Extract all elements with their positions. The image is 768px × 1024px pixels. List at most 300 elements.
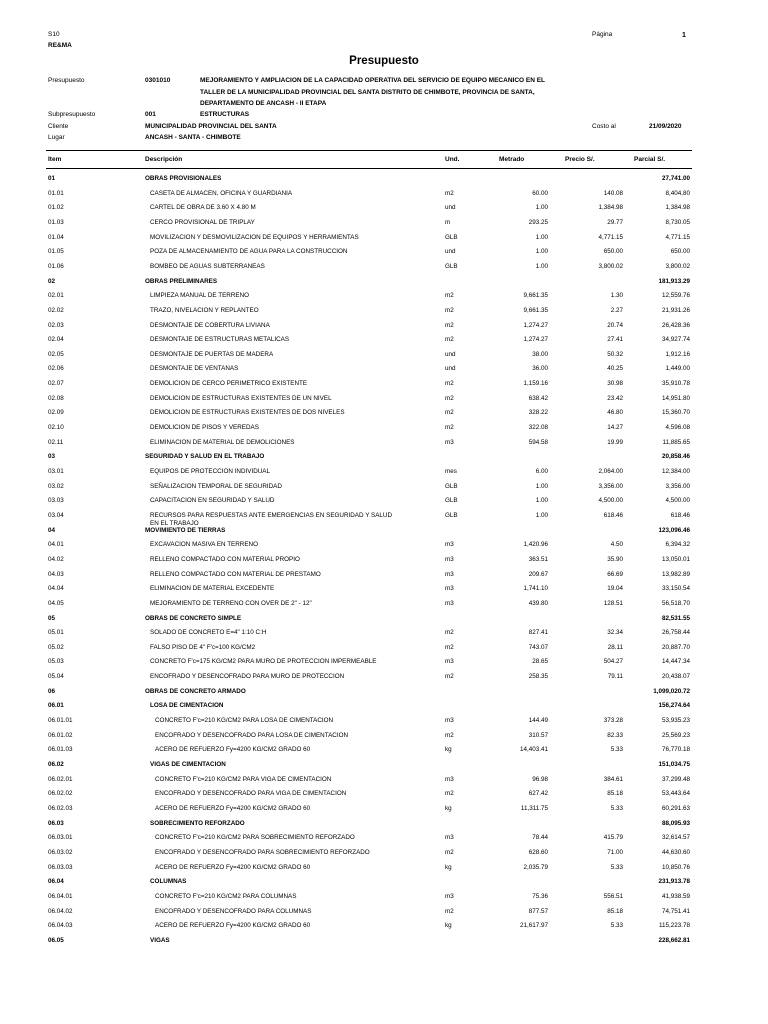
presupuesto-desc-line2: TALLER DE LA MUNICIPALIDAD PROVINCIAL DEL SANTA DISTRITO DE CHIMBOTE, PROVINCIA DE SANTA, [200, 89, 535, 96]
table-row [0, 758, 768, 773]
table-row [0, 524, 768, 539]
row-description: ACERO DE REFUERZO Fy=4200 KG/CM2 GRADO 60 [155, 863, 311, 871]
row-und: m2 [445, 731, 454, 739]
row-precio: 29.77 [607, 219, 623, 226]
row-item: 02.07 [48, 380, 64, 388]
row-parcial: 32,614.57 [661, 834, 690, 842]
header-top-rule [46, 150, 692, 151]
table-row [0, 260, 768, 275]
row-item: 06.05 [48, 936, 64, 944]
row-precio: 32.34 [607, 629, 623, 637]
row-parcial: 26,428.36 [661, 321, 690, 329]
row-description: DESMONTAJE DE ESTRUCTURAS METALICAS [150, 336, 290, 344]
row-precio: 4.50 [610, 541, 623, 549]
costo-label: Costo al [592, 123, 616, 130]
row-und: GLB [445, 233, 458, 241]
row-parcial: 8,730.05 [665, 219, 690, 226]
row-parcial: 25,569.23 [661, 731, 690, 739]
row-item: 03.02 [48, 482, 64, 490]
row-metrado: 78.44 [532, 834, 548, 842]
presupuesto-code: 0301010 [145, 77, 171, 84]
row-precio: 46.80 [607, 409, 623, 417]
table-row [0, 729, 768, 744]
row-und: m2 [445, 673, 454, 681]
row-item: 02.05 [48, 350, 64, 358]
row-parcial: 3,356.00 [665, 482, 690, 490]
row-description: MEJORAMIENTO DE TERRENO CON OVER DE 2" - 12" [150, 599, 312, 607]
row-item: 05.01 [48, 629, 64, 637]
row-parcial: 181,913.29 [658, 277, 690, 285]
table-row [0, 626, 768, 641]
row-und: kg [445, 863, 452, 871]
row-metrado: 310.57 [528, 731, 548, 739]
row-und: m2 [445, 306, 454, 314]
row-item: 02.06 [48, 365, 64, 373]
row-description: BOMBEO DE AGUAS SUBTERRANEAS [150, 262, 265, 270]
row-item: 06.03.01 [48, 834, 73, 842]
row-item: 02.02 [48, 306, 64, 314]
row-parcial: 74,751.41 [661, 907, 690, 915]
row-precio: 618.46 [603, 511, 623, 519]
col-metrado: Metrado [499, 156, 525, 163]
row-item: 02.04 [48, 336, 64, 344]
row-metrado: 14,403.41 [519, 746, 548, 754]
table-row [0, 714, 768, 729]
row-item: 06.02.01 [48, 775, 73, 783]
row-metrado: 258.35 [528, 673, 548, 681]
row-description: ENCOFRADO Y DESENCOFRADO PARA COLUMNAS [155, 907, 312, 915]
row-description: MOVIMIENTO DE TIERRAS [145, 526, 226, 534]
table-row [0, 612, 768, 627]
row-item: 06.03.02 [48, 848, 73, 856]
table-row [0, 172, 768, 187]
row-parcial: 13,050.01 [661, 555, 690, 563]
row-item: 06 [48, 687, 56, 695]
table-row [0, 553, 768, 568]
row-metrado: 1.00 [535, 262, 548, 270]
row-metrado: 1,741.10 [523, 585, 548, 593]
row-description: TRAZO, NIVELACION Y REPLANTEO [150, 306, 259, 314]
row-description: DEMOLICION DE ESTRUCTURAS EXISTENTES DE UN NIVEL [150, 394, 332, 402]
row-parcial: 3,800.02 [665, 262, 690, 270]
row-item: 01.05 [48, 248, 64, 256]
row-parcial: 231,913.78 [658, 878, 690, 886]
row-description-cont: EN EL TRABAJO [150, 519, 199, 527]
row-metrado: 328.22 [528, 409, 548, 417]
row-precio: 2,064.00 [598, 468, 623, 475]
table-row [0, 201, 768, 216]
row-item: 02.09 [48, 409, 64, 417]
table-row [0, 509, 768, 527]
row-precio: 128.51 [603, 599, 623, 607]
row-precio: 5.33 [610, 804, 623, 812]
row-description: POZA DE ALMACENAMIENTO DE AGUA PARA LA CONSTRUCCION [150, 248, 348, 256]
row-und: m3 [445, 541, 454, 549]
table-row [0, 333, 768, 348]
row-precio: 28.11 [607, 643, 623, 651]
row-description: DEMOLICION DE CERCO PERIMETRICO EXISTENTE [150, 380, 308, 388]
row-item: 02.08 [48, 394, 64, 402]
row-metrado: 21,617.97 [519, 922, 548, 930]
row-metrado: 877.57 [528, 907, 548, 915]
table-row [0, 597, 768, 612]
row-metrado: 75.36 [532, 892, 548, 900]
table-row [0, 568, 768, 583]
row-description: RELLENO COMPACTADO CON MATERIAL PROPIO [150, 555, 300, 563]
row-item: 01.06 [48, 262, 64, 270]
row-precio: 4,771.15 [598, 233, 623, 241]
row-description: CONCRETO F'c=210 KG/CM2 PARA VIGA DE CIMENTACION [155, 775, 332, 783]
row-item: 06.02 [48, 761, 64, 768]
table-row [0, 494, 768, 509]
table-row [0, 231, 768, 246]
row-description: ELIMINACION DE MATERIAL EXCEDENTE [150, 585, 275, 593]
row-parcial: 1,912.16 [665, 350, 690, 358]
row-metrado: 363.51 [528, 555, 548, 563]
row-und: m2 [445, 409, 454, 417]
row-item: 02.01 [48, 292, 64, 300]
row-und: m3 [445, 438, 454, 446]
row-description: SOBRECIMIENTO REFORZADO [150, 819, 245, 827]
row-metrado: 209.67 [528, 570, 548, 578]
row-und: m3 [445, 599, 454, 607]
row-description: OBRAS DE CONCRETO ARMADO [145, 687, 246, 695]
row-precio: 556.51 [603, 892, 623, 900]
row-und: GLB [445, 262, 458, 270]
row-item: 04.05 [48, 599, 64, 607]
row-metrado: 144.49 [528, 717, 548, 724]
row-parcial: 82,531.55 [661, 614, 690, 622]
row-metrado: 1,274.27 [523, 321, 548, 329]
row-metrado: 96.98 [532, 775, 548, 783]
table-row [0, 890, 768, 905]
row-description: ENCOFRADO Y DESENCOFRADO PARA SOBRECIMIENTO REFORZADO [155, 848, 370, 856]
row-item: 02.03 [48, 321, 64, 329]
row-description: LIMPIEZA MANUAL DE TERRENO [150, 292, 250, 300]
row-metrado: 6.00 [535, 468, 548, 475]
row-metrado: 1.00 [535, 497, 548, 505]
row-metrado: 1.00 [535, 204, 548, 212]
row-und: m3 [445, 892, 454, 900]
row-item: 03.01 [48, 468, 64, 475]
row-metrado: 9,661.35 [523, 306, 548, 314]
row-metrado: 1,274.27 [523, 336, 548, 344]
row-precio: 5.33 [610, 863, 623, 871]
row-precio: 5.33 [610, 922, 623, 930]
row-metrado: 1,420.96 [523, 541, 548, 549]
table-row [0, 919, 768, 934]
row-und: m2 [445, 394, 454, 402]
row-und: m2 [445, 907, 454, 915]
row-item: 06.03 [48, 819, 64, 827]
table-row [0, 216, 768, 231]
row-parcial: 228,662.81 [658, 936, 690, 944]
row-description: RECURSOS PARA RESPUESTAS ANTE EMERGENCIAS EN SEGURIDAD Y SALUD [150, 511, 393, 519]
col-precio: Precio S/. [565, 156, 595, 163]
row-metrado: 1.00 [535, 511, 548, 519]
lugar-value: ANCASH - SANTA - CHIMBOTE [145, 134, 241, 141]
row-und: m2 [445, 189, 454, 197]
row-parcial: 12,559.76 [661, 292, 690, 300]
row-precio: 71.00 [607, 848, 623, 856]
row-und: m3 [445, 570, 454, 578]
row-und: GLB [445, 482, 458, 490]
presupuesto-label: Presupuesto [48, 77, 85, 84]
row-item: 02 [48, 277, 56, 285]
row-description: CERCO PROVISIONAL DE TRIPLAY [150, 219, 255, 226]
row-parcial: 10,850.76 [661, 863, 690, 871]
row-parcial: 123,096.46 [658, 526, 690, 534]
row-parcial: 14,447.34 [661, 658, 690, 666]
row-precio: 3,800.02 [598, 262, 623, 270]
row-precio: 504.27 [603, 658, 623, 666]
row-precio: 2.27 [610, 306, 623, 314]
row-item: 06.01.01 [48, 717, 73, 724]
row-parcial: 650.00 [670, 248, 690, 256]
table-row [0, 934, 768, 949]
row-item: 01.02 [48, 204, 64, 212]
row-description: SOLADO DE CONCRETO E=4" 1:10 C:H [150, 629, 267, 637]
row-parcial: 56,518.70 [661, 599, 690, 607]
row-description: ENCOFRADO Y DESENCOFRADO PARA VIGA DE CIMENTACION [155, 790, 347, 798]
row-precio: 30.98 [607, 380, 623, 388]
table-row [0, 406, 768, 421]
row-metrado: 1.00 [535, 248, 548, 256]
row-parcial: 4,596.08 [665, 424, 690, 431]
row-und: m2 [445, 380, 454, 388]
row-parcial: 115,223.78 [658, 922, 690, 930]
table-row [0, 655, 768, 670]
row-parcial: 53,443.64 [661, 790, 690, 798]
table-row [0, 875, 768, 890]
row-item: 06.01.02 [48, 731, 73, 739]
row-und: m2 [445, 336, 454, 344]
row-und: kg [445, 804, 452, 812]
row-precio: 415.79 [603, 834, 623, 842]
table-row [0, 846, 768, 861]
subpresupuesto-label: Subpresupuesto [48, 111, 96, 118]
row-item: 06.04.02 [48, 907, 73, 915]
header-bottom-rule [46, 168, 692, 169]
row-parcial: 4,771.15 [665, 233, 690, 241]
table-row [0, 861, 768, 876]
row-parcial: 12,384.00 [661, 468, 690, 475]
row-und: GLB [445, 511, 458, 519]
table-row [0, 289, 768, 304]
row-precio: 373.28 [603, 717, 623, 724]
row-parcial: 6,394.32 [665, 541, 690, 549]
row-metrado: 594.58 [528, 438, 548, 446]
page-title: Presupuesto [349, 55, 419, 67]
row-description: VIGAS DE CIMENTACION [150, 761, 226, 768]
row-description: CONCRETO F'c=175 KG/CM2 PARA MURO DE PROTECCION IMPERMEABLE [150, 658, 377, 666]
row-precio: 27.41 [607, 336, 623, 344]
row-metrado: 638.42 [528, 394, 548, 402]
row-description: OBRAS PRELIMINARES [145, 277, 218, 285]
row-item: 06.04 [48, 878, 64, 886]
row-precio: 79.11 [607, 673, 623, 681]
row-und: und [445, 350, 456, 358]
row-und: m2 [445, 629, 454, 637]
row-item: 02.11 [48, 438, 64, 446]
row-und: mes [445, 468, 457, 475]
row-description: EQUIPOS DE PROTECCION INDIVIDUAL [150, 468, 271, 475]
row-item: 06.02.03 [48, 804, 73, 812]
cliente-value: MUNICIPALIDAD PROVINCIAL DEL SANTA [145, 123, 277, 130]
row-item: 06.01.03 [48, 746, 73, 754]
row-item: 04.01 [48, 541, 64, 549]
row-precio: 5.33 [610, 746, 623, 754]
row-parcial: 11,885.65 [662, 438, 690, 446]
row-und: m3 [445, 717, 454, 724]
table-row [0, 187, 768, 202]
row-parcial: 4,500.00 [665, 497, 690, 505]
row-metrado: 827.41 [528, 629, 548, 637]
row-parcial: 1,449.00 [665, 365, 690, 373]
row-precio: 4,500.00 [598, 497, 623, 505]
row-und: und [445, 204, 456, 212]
row-parcial: 44,630.60 [661, 848, 690, 856]
row-precio: 85.18 [607, 907, 623, 915]
table-row [0, 905, 768, 920]
row-description: VIGAS [150, 936, 170, 944]
row-und: GLB [445, 497, 458, 505]
subpresupuesto-name: ESTRUCTURAS [200, 111, 250, 118]
row-parcial: 34,927.74 [661, 336, 690, 344]
row-description: OBRAS PROVISIONALES [145, 175, 222, 182]
table-row [0, 450, 768, 465]
row-item: 06.01 [48, 702, 64, 710]
row-item: 06.02.02 [48, 790, 73, 798]
row-precio: 19.04 [607, 585, 623, 593]
row-item: 04.02 [48, 555, 64, 563]
row-und: m3 [445, 658, 454, 666]
row-und: m2 [445, 292, 454, 300]
row-description: DESMONTAJE DE COBERTURA LIVIANA [150, 321, 270, 329]
table-row [0, 787, 768, 802]
presupuesto-desc-line3: DEPARTAMENTO DE ANCASH - II ETAPA [200, 100, 327, 107]
table-row [0, 773, 768, 788]
table-row [0, 538, 768, 553]
row-parcial: 33,150.54 [661, 585, 690, 593]
table-row [0, 699, 768, 714]
row-item: 05 [48, 614, 56, 622]
row-parcial: 20,887.70 [661, 643, 690, 651]
table-row [0, 817, 768, 832]
report-code: S10 [48, 31, 60, 38]
row-parcial: 41,938.59 [661, 892, 690, 900]
row-metrado: 628.60 [528, 848, 548, 856]
row-parcial: 76,770.18 [661, 746, 690, 754]
table-row [0, 348, 768, 363]
row-item: 01 [48, 175, 56, 182]
row-metrado: 627.42 [528, 790, 548, 798]
row-metrado: 1.00 [535, 482, 548, 490]
row-metrado: 11,311.75 [520, 804, 548, 812]
row-description: LOSA DE CIMENTACION [150, 702, 224, 710]
row-parcial: 60,291.63 [661, 804, 690, 812]
row-item: 03.03 [48, 497, 64, 505]
cliente-label: Cliente [48, 123, 69, 130]
table-row [0, 362, 768, 377]
row-und: m2 [445, 790, 454, 798]
table-row [0, 641, 768, 656]
row-item: 01.01 [48, 189, 64, 197]
row-precio: 35.90 [607, 555, 623, 563]
table-row [0, 582, 768, 597]
row-precio: 40.25 [607, 365, 623, 373]
row-parcial: 37,299.48 [661, 775, 690, 783]
row-precio: 1.30 [610, 292, 623, 300]
row-item: 05.03 [48, 658, 64, 666]
row-description: ACERO DE REFUERZO Fy=4200 KG/CM2 GRADO 60 [155, 922, 311, 930]
row-parcial: 151,034.75 [658, 761, 690, 768]
row-metrado: 1,159.16 [523, 380, 548, 388]
presupuesto-desc-line1: MEJORAMIENTO Y AMPLIACION DE LA CAPACIDAD OPERATIVA DEL SERVICIO DE EQUIPO MECANICO EN EL [200, 77, 546, 84]
row-precio: 14.27 [607, 424, 623, 431]
row-und: m2 [445, 321, 454, 329]
row-metrado: 36.00 [532, 365, 548, 373]
table-row [0, 245, 768, 260]
row-item: 05.02 [48, 643, 64, 651]
table-row [0, 436, 768, 451]
row-precio: 50.32 [607, 350, 623, 358]
row-precio: 1,384.98 [598, 204, 623, 212]
row-und: kg [445, 922, 452, 930]
row-item: 01.04 [48, 233, 64, 241]
row-precio: 23.42 [607, 394, 623, 402]
row-precio: 3,356.00 [598, 482, 623, 490]
row-precio: 384.61 [603, 775, 623, 783]
row-precio: 19.99 [607, 438, 623, 446]
row-precio: 82.33 [607, 731, 623, 739]
row-parcial: 35,910.78 [661, 380, 690, 388]
table-row [0, 421, 768, 436]
col-item: Item [48, 156, 62, 163]
table-row [0, 685, 768, 700]
row-item: 04.04 [48, 585, 64, 593]
col-descripcion: Descripción [145, 156, 183, 163]
row-description: DESMONTAJE DE PUERTAS DE MADERA [150, 350, 274, 358]
row-und: kg [445, 746, 452, 754]
row-metrado: 1.00 [535, 233, 548, 241]
col-und: Und. [445, 156, 460, 163]
row-metrado: 2,035.79 [523, 863, 548, 871]
row-item: 03.04 [48, 511, 64, 519]
row-parcial: 88,095.93 [661, 819, 690, 827]
row-description: FALSO PISO DE 4" F'c=100 KG/CM2 [150, 643, 256, 651]
row-und: und [445, 248, 456, 256]
table-row [0, 275, 768, 290]
row-und: m2 [445, 848, 454, 856]
row-precio: 85.18 [607, 790, 623, 798]
row-description: DEMOLICION DE PISOS Y VEREDAS [150, 424, 259, 431]
row-description: DEMOLICION DE ESTRUCTURAS EXISTENTES DE DOS NIVELES [150, 409, 345, 417]
row-metrado: 322.08 [528, 424, 548, 431]
row-parcial: 156,274.64 [658, 702, 690, 710]
row-parcial: 14,951.80 [661, 394, 690, 402]
row-und: m3 [445, 555, 454, 563]
row-description: CASETA DE ALMACEN, OFICINA Y GUARDIANIA [150, 189, 293, 197]
row-description: CARTEL DE OBRA DE 3.60 X 4.80 M [150, 204, 256, 212]
row-item: 06.04.01 [48, 892, 73, 900]
row-item: 03 [48, 453, 56, 461]
row-description: SEGURIDAD Y SALUD EN EL TRABAJO [145, 453, 265, 461]
row-description: MOVILIZACION Y DESMOVILIZACION DE EQUIPOS Y HERRAMIENTAS [150, 233, 359, 241]
row-parcial: 8,404.80 [665, 189, 690, 197]
row-parcial: 20,858.46 [661, 453, 690, 461]
row-description: ELIMINACION DE MATERIAL DE DEMOLICIONES [150, 438, 295, 446]
